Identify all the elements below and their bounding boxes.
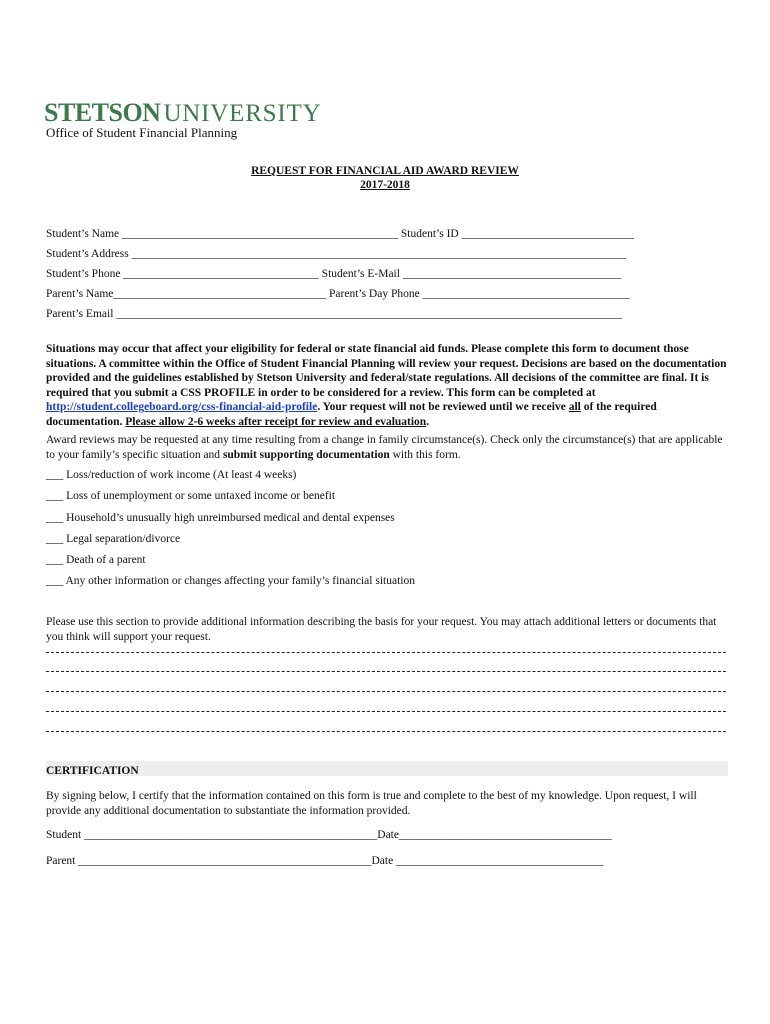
stetson-logo bbox=[44, 100, 321, 126]
answer-line[interactable] bbox=[46, 652, 726, 654]
option-unemployment[interactable]: ___ Loss of unemployment or some untaxed income or benefit bbox=[46, 490, 336, 502]
answer-line[interactable] bbox=[46, 731, 726, 733]
intro-paragraph: Situations may occur that affect your eligibility for federal or state financial aid funds. Please complete this form to document those situations. A committee within the Office of Student Financial Planning will review your request. Decisions are based on the documentation provided and the guidelines established by Stetson University and federal/state regulations. All decisions of the committee are final. It is required that you submit a CSS PROFILE in order to be considered for a review. This form can be completed at http://student.collegeboard.org/css-financial-aid-profile. Your request will not be reviewed until we receive all of the required documentation. Please allow 2-6 weeks after receipt for review and evaluation. bbox=[46, 343, 727, 428]
answer-line[interactable] bbox=[46, 691, 726, 693]
option-other-changes[interactable]: ___ Any other information or changes affecting your family’s financial situation bbox=[46, 575, 415, 587]
student-address-field[interactable]: Student’s Address ______________________________________________________________________________________ bbox=[46, 248, 627, 260]
answer-line[interactable] bbox=[46, 671, 726, 673]
css-profile-link[interactable]: http://student.collegeboard.org/css-financial-aid-profile bbox=[46, 401, 318, 414]
certification-text: By signing below, I certify that the information contained on this form is true and complete to the best of my knowledge. Upon request, I will provide any additional documentation to substantiate the information provided. bbox=[46, 790, 697, 817]
student-signature-line[interactable]: Student ___________________________________________________Date_____________________________________ bbox=[46, 829, 612, 841]
parent-email-field[interactable]: Parent’s Email ________________________________________________________________________________________ bbox=[46, 308, 623, 320]
option-medical-expenses[interactable]: ___ Household’s unusually high unreimbursed medical and dental expenses bbox=[46, 512, 395, 524]
student-phone-field[interactable]: Student’s Phone __________________________________ Student’s E-Mail ______________________________________ bbox=[46, 268, 622, 280]
option-separation-divorce[interactable]: ___ Legal separation/divorce bbox=[46, 533, 181, 545]
certification-header: CERTIFICATION bbox=[46, 761, 728, 776]
form-title: REQUEST FOR FINANCIAL AID AWARD REVIEW bbox=[251, 165, 519, 177]
parent-name-field[interactable]: Parent’s Name_____________________________________ Parent’s Day Phone ____________________________________ bbox=[46, 288, 630, 300]
option-work-income[interactable]: ___ Loss/reduction of work income (At least 4 weeks) bbox=[46, 469, 297, 481]
option-death-of-parent[interactable]: ___ Death of a parent bbox=[46, 554, 146, 566]
form-year: 2017-2018 bbox=[360, 179, 410, 191]
additional-info-paragraph: Please use this section to provide additional information describing the basis for your request. You may attach additional letters or documents that you think will support your request. bbox=[46, 616, 717, 643]
logo-word-university: UNIVERSITY bbox=[163, 100, 322, 127]
logo-word-stetson: STETSON bbox=[44, 98, 161, 127]
office-name: Office of Student Financial Planning bbox=[46, 125, 238, 140]
student-name-field[interactable]: Student’s Name ________________________________________________ Student’s ID ______________________________ bbox=[46, 228, 635, 240]
award-paragraph: Award reviews may be requested at any time resulting from a change in family circumstance(s). Check only the circumstance(s) that are applicable to your family’s specific situation and submit supporting documentation with this form. bbox=[46, 434, 723, 461]
parent-signature-line[interactable]: Parent ___________________________________________________Date ____________________________________ bbox=[46, 855, 604, 867]
answer-line[interactable] bbox=[46, 711, 726, 713]
